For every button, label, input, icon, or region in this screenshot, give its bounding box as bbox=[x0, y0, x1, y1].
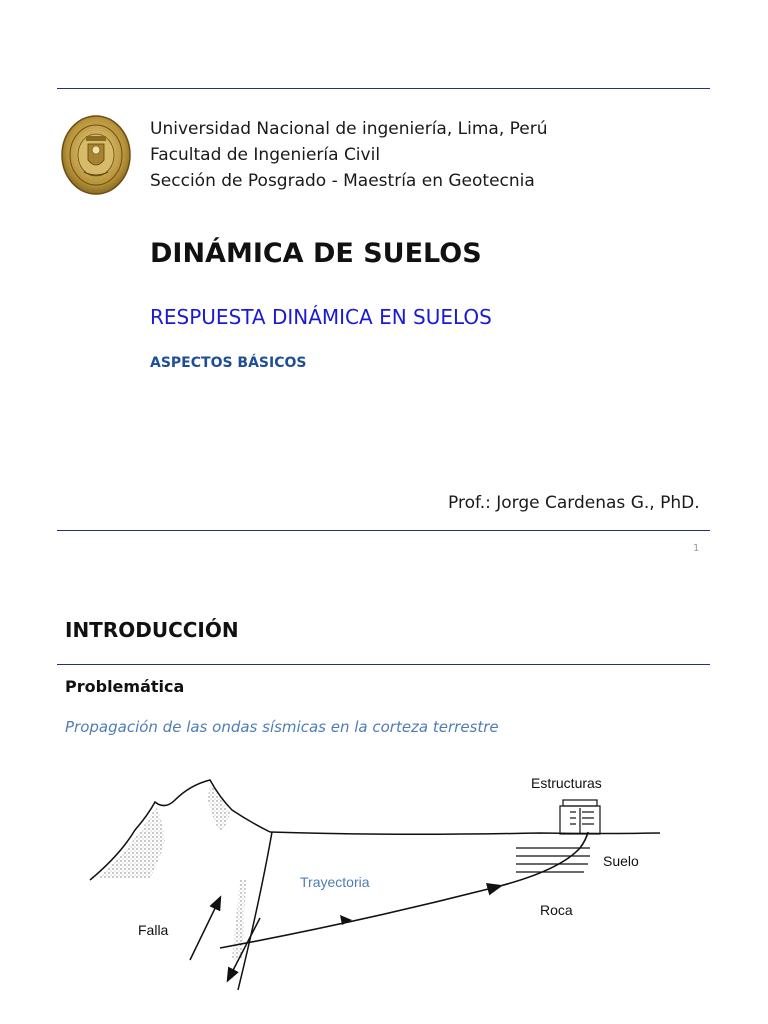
seismic-wave-diagram bbox=[60, 760, 710, 1020]
page-number: 1 bbox=[693, 543, 700, 554]
mountain-shading bbox=[98, 806, 165, 878]
subheading: Problemática bbox=[65, 677, 185, 696]
slide-subtitle: RESPUESTA DINÁMICA EN SUELOS bbox=[150, 305, 492, 329]
diagram-caption: Propagación de las ondas sísmicas en la corteza terrestre bbox=[65, 718, 499, 736]
bottom-divider bbox=[57, 530, 710, 531]
label-soil: Suelo bbox=[603, 853, 639, 869]
heading-divider bbox=[57, 664, 710, 665]
slide-title: DINÁMICA DE SUELOS bbox=[150, 238, 482, 269]
soil-layers bbox=[516, 848, 590, 872]
slide-section-label: ASPECTOS BÁSICOS bbox=[150, 355, 307, 371]
wave-path bbox=[220, 886, 500, 948]
label-rock: Roca bbox=[540, 902, 573, 918]
fault-arrow-up bbox=[190, 898, 220, 960]
label-path: Trayectoria bbox=[300, 874, 370, 890]
top-divider bbox=[57, 88, 710, 89]
university-seal-icon bbox=[60, 114, 132, 196]
section-heading: INTRODUCCIÓN bbox=[65, 618, 239, 642]
label-fault: Falla bbox=[138, 922, 169, 938]
fault-arrow-down bbox=[228, 918, 260, 980]
ground-surface bbox=[270, 832, 660, 834]
building-structure bbox=[560, 800, 600, 834]
label-structures: Estructuras bbox=[531, 775, 602, 791]
section-name: Sección de Posgrado - Maestría en Geotecnia bbox=[150, 171, 535, 191]
university-name: Universidad Nacional de ingeniería, Lima, Perú bbox=[150, 119, 548, 139]
wave-arrow-mid bbox=[340, 915, 352, 925]
faculty-name: Facultad de Ingeniería Civil bbox=[150, 145, 381, 165]
professor-name: Prof.: Jorge Cardenas G., PhD. bbox=[448, 493, 700, 513]
